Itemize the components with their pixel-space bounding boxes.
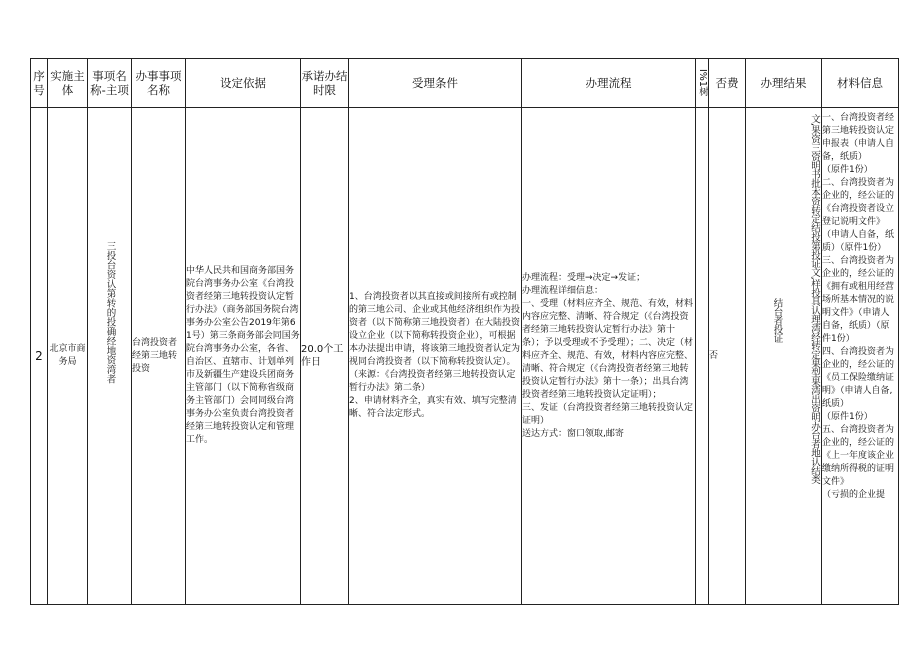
- cell-handle-name: 台湾投资者经第三地转投资: [132, 108, 186, 605]
- cell-materials: 一、台湾投资者经第三地转投资认定申报表（申请人自备，纸质） （原件1份） 二、台湾投资者为企业的，经公证的《台湾投资者设立登记说明文件》（申请人自备，纸质）（原件1份） 三、台湾投资者为企业的，经公证的《拥有或租用经营场所基本情况的说明文件》（申请人自备，纸质）（原件1份） 四、台湾投资者为企业的，经公证的《员工保险缴纳证明》（申请人自备,纸质） （原件1份） 五、台湾投资者为企业的，经公证的《上一年度该企业缴纳所得税的证明文件》 （亏损的企业提: [822, 108, 899, 605]
- header-basis: 设定依据: [186, 59, 301, 108]
- header-materials: 材料信息: [822, 59, 899, 108]
- header-fee-marks-text: I%1树: [697, 69, 708, 97]
- header-handle-name: 办事事项名称: [132, 59, 186, 108]
- cell-result: [746, 108, 822, 605]
- result-text-side: 结台者投证: [771, 298, 783, 343]
- item-name-text: 三投台资认第转的投确经地资湾者: [104, 241, 116, 384]
- header-time-limit: 承诺办结时限: [301, 59, 349, 108]
- header-conditions: 受理条件: [349, 59, 522, 108]
- cell-seq: 2: [31, 108, 48, 605]
- cell-conditions: 1、台湾投资者以其直接或间接所有或控制的第三地公司、企业或其他经济组织作为投资者（以下简称第三地投资者）在大陆投资设立企业（以下简称转投资企业），可根据本办法提出申请，将该第三地投资者认定为视同台湾投资者（以下简称转投资认定）。（来源：《台湾投资者经第三地转投资认定暂行办法》第二条） 2、申请材料齐全，真实有效、填写完整清晰、符合法定形式。: [349, 108, 522, 605]
- service-item-table: [30, 58, 899, 605]
- header-result: 办理结果: [746, 59, 822, 108]
- header-process: 办理流程: [522, 59, 696, 108]
- header-item-name: 事项名称-主项: [88, 59, 132, 108]
- cell-process: 办理流程：受理→决定→发证； 办理流程详细信息： 一、受理（材料应齐全、规范、有效，材料内容应完整、清晰、符合规定（《台湾投资者经第三地转投资认定暂行办法》第十条）；予以受理或不予受理）；二、决定（材料应齐全、规范、有效，材料内容应完整、清晰、符合规定（《台湾投资者经第三地转投资认定暂行办法》第十一条）；出具台湾投资者经第三地转投资认定证明）； 三、发证（台湾投资者经第三地转投资认定证明） 送达方式：窗口领取,邮寄: [522, 108, 696, 605]
- header-fee-marks: [696, 59, 709, 108]
- cell-item-name: [88, 108, 132, 605]
- cell-subject: 北京市商务局: [48, 108, 88, 605]
- result-columns: [746, 108, 821, 604]
- cell-basis: 中华人民共和国商务部国务院台湾事务办公室《台湾投资者经第三地转投资认定暂行办法》（商务部国务院台湾事务办公室公告2019年第61号）第三条商务部会同国务院台湾事务办公室，各省、自治区、直辖市、计划单列市及新疆生产建设兵团商务主管部门（以下简称省级商务主管部门）会同同级台湾事务办公室负责台湾投资者经第三地转投资认定和管理工作。: [186, 108, 301, 605]
- table-row: [31, 108, 899, 605]
- result-text-main: 文,果资三资明书批本资转定结投第投证文,样投具认理湾经转定果型果湾出资明办台者地认结类: [809, 114, 820, 484]
- cell-fee: 否: [709, 108, 746, 605]
- header-subject: 实施主体: [48, 59, 88, 108]
- cell-fee-marks: [696, 108, 709, 605]
- header-seq: 序号: [31, 59, 48, 108]
- header-row: [31, 59, 899, 108]
- header-fee: 否费: [709, 59, 746, 108]
- cell-time-limit: 20.0个工作日: [301, 108, 349, 605]
